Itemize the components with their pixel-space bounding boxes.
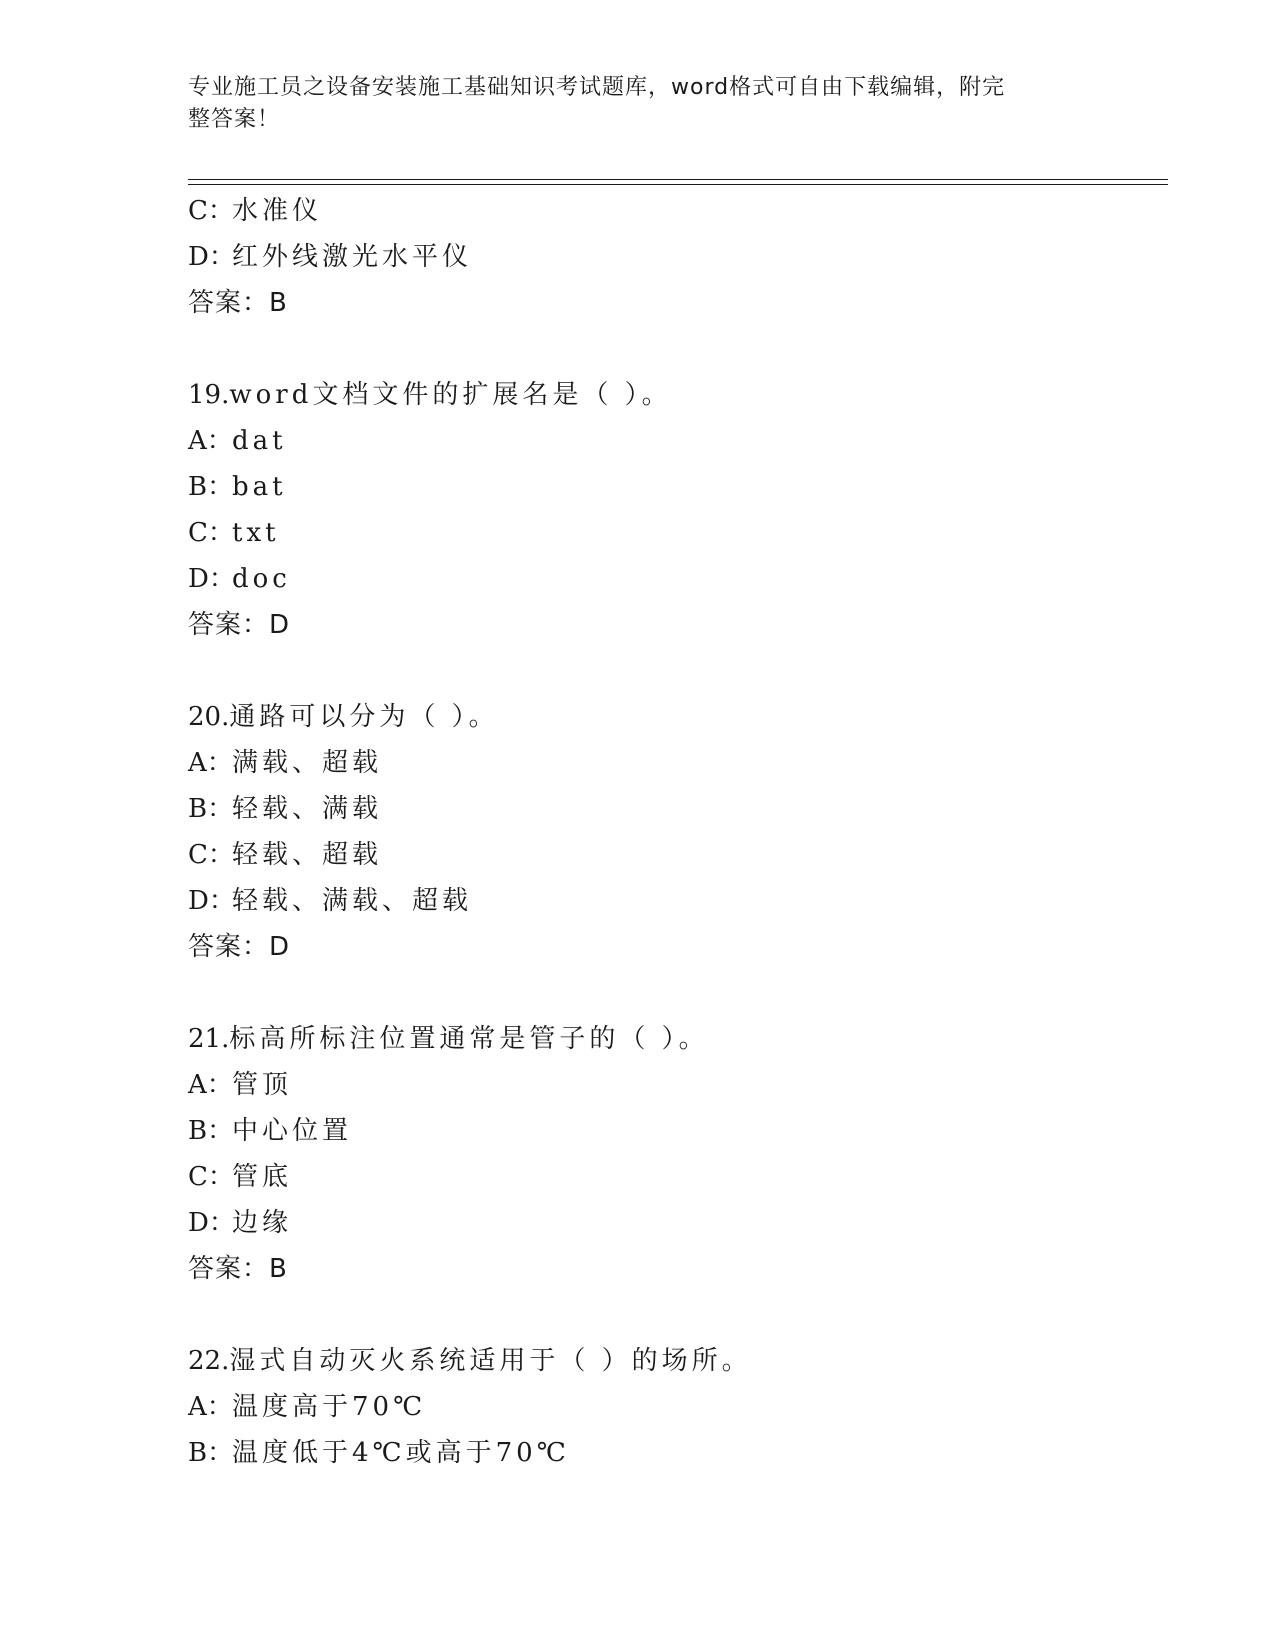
option-key: B： (188, 1116, 234, 1146)
header-line-1: 专业施工员之设备安装施工基础知识考试题库，word格式可自由下载编辑，附完 (188, 75, 1006, 100)
answer-line: 答案：B (188, 288, 288, 318)
option-b (188, 464, 1168, 510)
question-number: 22. (188, 1346, 230, 1376)
question-stem (188, 694, 1168, 740)
answer-line: 答案：D (188, 932, 291, 962)
option-d (188, 234, 1168, 280)
option-key: B： (188, 472, 234, 502)
option-key: C： (188, 840, 234, 870)
question-18-continuation (188, 188, 1168, 326)
question-text: 湿式自动灭火系统适用于（ ）的场所。 (229, 1346, 752, 1376)
option-d (188, 878, 1168, 924)
question-21 (188, 1016, 1168, 1292)
option-a (188, 740, 1168, 786)
option-text: 满载、超载 (232, 748, 383, 778)
option-text: 水准仪 (232, 196, 323, 226)
option-key: C： (188, 1162, 234, 1192)
question-text: word文档文件的扩展名是（ ）。 (229, 380, 672, 410)
option-c (188, 1154, 1168, 1200)
option-key: A： (188, 426, 233, 456)
header-divider-top (188, 179, 1168, 180)
option-a (188, 418, 1168, 464)
question-20 (188, 694, 1168, 970)
question-stem (188, 372, 1168, 418)
option-a (188, 1062, 1168, 1108)
option-key: A： (188, 1392, 233, 1422)
option-text: bat (232, 472, 287, 502)
question-text: 标高所标注位置通常是管子的（ ）。 (229, 1024, 709, 1054)
option-text: dat (232, 426, 287, 456)
option-text: 中心位置 (232, 1116, 353, 1146)
option-key: D： (188, 1208, 235, 1238)
question-22 (188, 1338, 1168, 1476)
option-key: D： (188, 564, 235, 594)
option-key: C： (188, 518, 234, 548)
option-b (188, 1108, 1168, 1154)
question-number: 19. (188, 380, 230, 410)
option-c (188, 510, 1168, 556)
option-d (188, 1200, 1168, 1246)
option-text: 管底 (232, 1162, 293, 1192)
document-header (188, 72, 1068, 136)
option-text: 红外线激光水平仪 (232, 242, 473, 272)
question-list (188, 188, 1168, 1476)
option-text: 轻载、超载 (232, 840, 383, 870)
option-key: A： (188, 748, 233, 778)
option-text: 管顶 (232, 1070, 293, 1100)
option-a (188, 1384, 1168, 1430)
option-text: 轻载、满载 (232, 794, 383, 824)
header-line-2: 整答案！ (188, 107, 281, 132)
option-key: B： (188, 1438, 234, 1468)
option-text: txt (232, 518, 280, 548)
question-19 (188, 372, 1168, 648)
option-b (188, 786, 1168, 832)
answer-line: 答案：B (188, 1254, 288, 1284)
option-key: C： (188, 196, 234, 226)
question-stem (188, 1338, 1168, 1384)
question-stem (188, 1016, 1168, 1062)
question-text: 通路可以分为（ ）。 (229, 702, 499, 732)
option-text: 温度低于4℃或高于70℃ (232, 1438, 570, 1468)
answer-line: 答案：D (188, 610, 291, 640)
question-number: 21. (188, 1024, 230, 1054)
header-divider-bottom (188, 184, 1168, 185)
option-c (188, 832, 1168, 878)
option-key: B： (188, 794, 234, 824)
question-number: 20. (188, 702, 230, 732)
option-text: doc (232, 564, 291, 594)
option-key: D： (188, 886, 235, 916)
option-text: 温度高于70℃ (232, 1392, 427, 1422)
option-d (188, 556, 1168, 602)
option-key: D： (188, 242, 235, 272)
option-b (188, 1430, 1168, 1476)
option-c (188, 188, 1168, 234)
option-key: A： (188, 1070, 233, 1100)
option-text: 边缘 (232, 1208, 293, 1238)
option-text: 轻载、满载、超载 (232, 886, 473, 916)
